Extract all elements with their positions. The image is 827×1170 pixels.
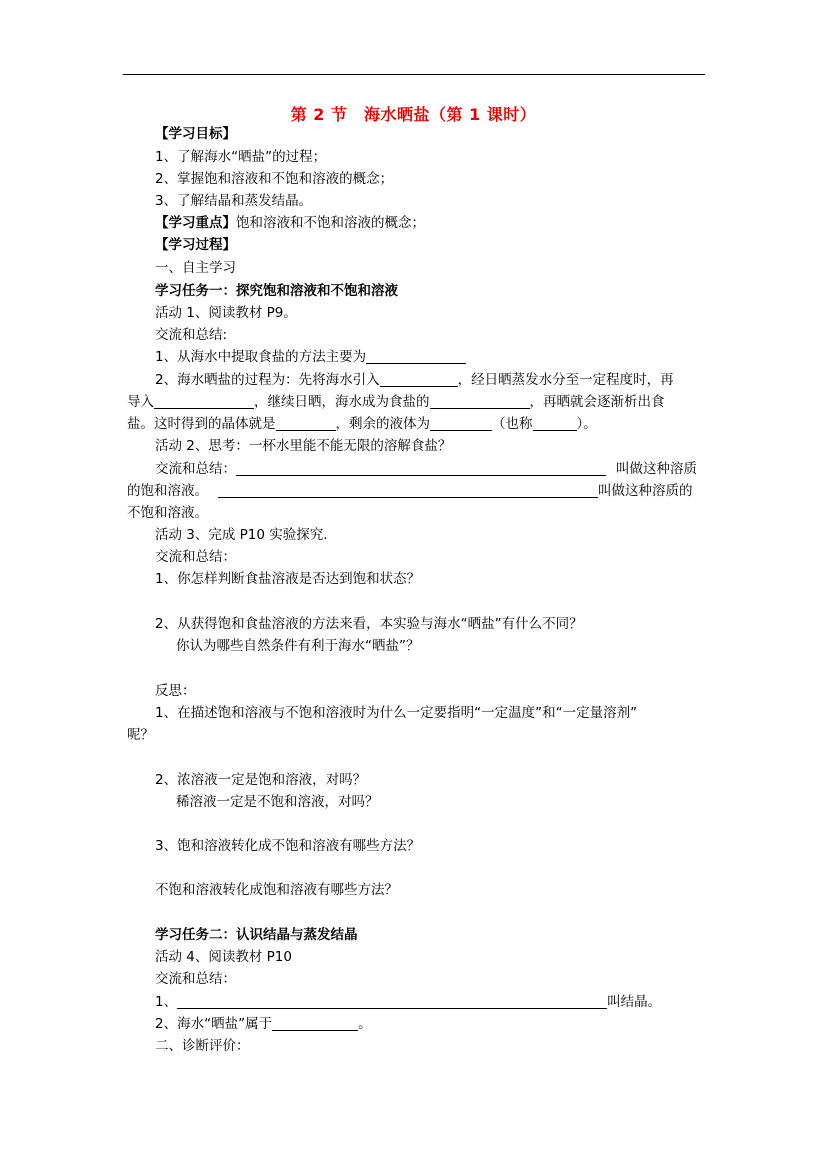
question-2-text: 导入 xyxy=(127,394,154,410)
header-rule xyxy=(123,74,705,75)
activity-3-question-2: 2、从获得饱和食盐溶液的方法来看，本实验与海水“晒盐”有什么不同？ xyxy=(155,616,583,632)
answer-blank xyxy=(430,416,492,431)
goal-1: 1、了解海水“晒盐”的过程； xyxy=(155,149,327,165)
question-2-text: 2、海水晒盐的过程为：先将海水引入 xyxy=(155,372,380,388)
answer-blank xyxy=(177,994,607,1009)
question-2-line-2 xyxy=(127,393,665,411)
definition-text: 叫做这种溶质的 xyxy=(598,483,693,499)
activity-2: 活动 2、思考：一杯水里能不能无限的溶解食盐？ xyxy=(155,438,452,454)
activity-4: 活动 4、阅读教材 P10 xyxy=(155,949,292,965)
question-2-text: ，再晒就会逐渐析出食 xyxy=(529,394,665,410)
exchange-1: 交流和总结: xyxy=(155,327,228,343)
question-2-text: 盐。这时得到的晶体就是 xyxy=(127,416,276,432)
section-1: 一、自主学习 xyxy=(155,260,236,276)
question-2-text: ，继续日晒，海水成为食盐的 xyxy=(254,394,430,410)
activity-2-exchange xyxy=(155,460,697,478)
activity-2-line-2 xyxy=(127,482,693,500)
answer-blank xyxy=(272,1016,358,1031)
reflection-1: 1、在描述饱和溶液与不饱和溶液时为什么一定要指明“一定温度”和“一定量溶剂” xyxy=(155,705,638,721)
answer-blank xyxy=(276,416,336,431)
answer-blank xyxy=(236,461,606,476)
section-2: 二、诊断评价： xyxy=(155,1038,250,1054)
reflection-3: 3、饱和溶液转化成不饱和溶液有哪些方法？ xyxy=(155,838,421,854)
page-title: 第 2 节 海水晒盐（第 1 课时） xyxy=(290,105,537,124)
exchange-label: 交流和总结： xyxy=(155,461,236,477)
focus-heading: 【学习重点】 xyxy=(155,215,236,231)
reflection-3b: 不饱和溶液转化成饱和溶液有哪些方法？ xyxy=(155,882,398,898)
task-1-heading: 学习任务一：探究饱和溶液和不饱和溶液 xyxy=(155,283,398,299)
task-2-heading: 学习任务二：认识结晶与蒸发结晶 xyxy=(155,927,358,943)
question-2-line-1 xyxy=(155,371,674,389)
answer-blank xyxy=(533,416,577,431)
goal-3: 3、了解结晶和蒸发结晶。 xyxy=(155,193,313,209)
answer-blank xyxy=(430,394,530,409)
reflection-2: 2、浓溶液一定是饱和溶液，对吗？ xyxy=(155,772,367,788)
activity-1: 活动 1、阅读教材 P9。 xyxy=(155,305,297,321)
answer-blank xyxy=(218,483,598,498)
reflection-1b: 呢？ xyxy=(127,727,154,743)
answer-blank xyxy=(380,372,458,387)
exchange-3: 交流和总结： xyxy=(155,549,236,565)
question-2-text: （也称 xyxy=(492,416,533,432)
reflection-2b: 稀溶液一定是不饱和溶液，对吗？ xyxy=(176,794,379,810)
question-1-text: 1、从海水中提取食盐的方法主要为 xyxy=(155,349,367,365)
answer-blank xyxy=(366,349,466,364)
activity-3-question-1: 1、你怎样判断食盐溶液是否达到饱和状态？ xyxy=(155,571,421,587)
activity-3-question-2b: 你认为哪些自然条件有利于海水“晒盐”？ xyxy=(176,638,420,654)
question-text: 2、海水“晒盐”属于 xyxy=(155,1016,273,1032)
definition-text: 的饱和溶液。 xyxy=(127,483,208,499)
question-2-text: ）。 xyxy=(576,416,597,432)
focus-text: 饱和溶液和不饱和溶液的概念； xyxy=(236,215,425,231)
activity-2-line-3: 不饱和溶液。 xyxy=(127,505,208,521)
process-heading: 【学习过程】 xyxy=(155,237,236,253)
question-text: 。 xyxy=(358,1016,372,1032)
goal-2: 2、掌握饱和溶液和不饱和溶液的概念； xyxy=(155,171,394,187)
activity-4-question-2 xyxy=(155,1015,372,1033)
goals-heading: 【学习目标】 xyxy=(155,126,236,142)
focus-line xyxy=(155,214,425,232)
activity-3: 活动 3、完成 P10 实验探究. xyxy=(155,527,328,543)
question-2-line-3 xyxy=(127,415,597,433)
question-number: 1、 xyxy=(155,994,178,1010)
activity-4-question-1 xyxy=(155,993,661,1011)
question-2-text: ，经日晒蒸发水分至一定程度时，再 xyxy=(457,372,674,388)
reflection-heading: 反思： xyxy=(155,683,196,699)
exchange-4: 交流和总结： xyxy=(155,971,236,987)
question-1 xyxy=(155,348,466,366)
question-2-text: ，剩余的液体为 xyxy=(335,416,430,432)
definition-text: 叫结晶。 xyxy=(607,994,662,1010)
answer-blank xyxy=(154,394,254,409)
definition-text: 叫做这种溶质 xyxy=(616,461,697,477)
